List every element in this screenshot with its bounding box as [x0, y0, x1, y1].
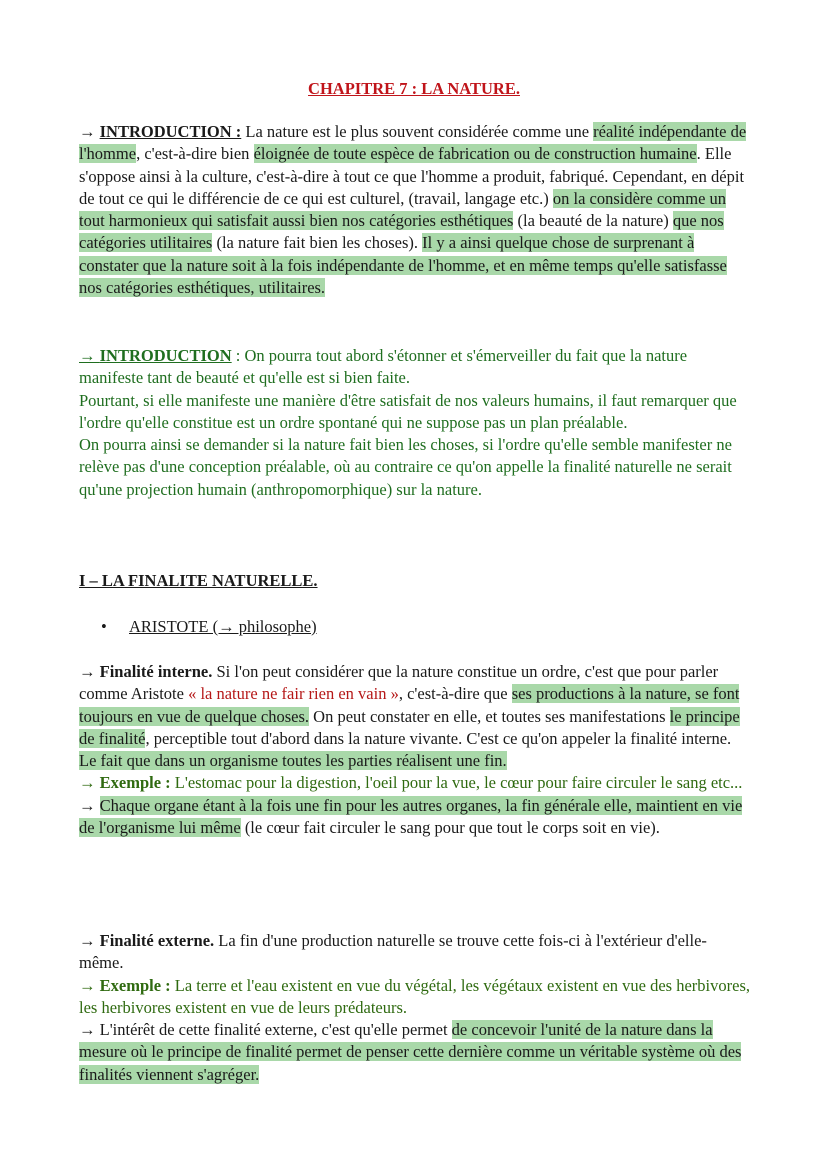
- example-label: → Exemple :: [79, 773, 171, 793]
- introduction-heading-1: INTRODUCTION :: [99, 122, 242, 141]
- highlight: le principe de finalité: [79, 706, 740, 748]
- introduction-heading-2: INTRODUCTION: [99, 346, 232, 365]
- highlight: ses productions à la nature, se font toujours en vue de quelque choses.: [79, 684, 740, 726]
- chapter-title: CHAPITRE 7 : LA NATURE.: [308, 79, 520, 98]
- highlight: éloignée de toute espèce de fabrication ou de construction humaine: [253, 144, 697, 164]
- bullet-dot: •: [101, 617, 107, 636]
- highlight: on la considère comme un tout harmonieux qui satisfait aussi bien nos catégories esthétiques: [79, 188, 727, 231]
- finalite-interne-heading: Finalité interne.: [99, 662, 213, 681]
- bullet-text: ARISTOTE (→ philosophe): [129, 617, 317, 636]
- finalite-externe-heading: Finalité externe.: [99, 931, 215, 950]
- highlight: réalité indépendante de l'homme: [79, 122, 747, 164]
- bullet-item: [101, 616, 317, 638]
- highlight: Le fait que dans un organisme toutes les parties réalisent une fin.: [79, 751, 507, 771]
- example-label: → Exemple :: [79, 975, 171, 995]
- example-line: → Exemple : La terre et l'eau existent en vue du végétal, les végétaux existent en vue des herbivores, les herbivores existent en vue de leurs prédateurs.: [79, 975, 750, 1017]
- intro2-paragraph: Pourtant, si elle manifeste une manière d'être satisfait de nos valeurs humains, il faut remarquer que l'ordre qu'elle constitue est un ordre spontané qui ne suppose pas un plan préalable.: [79, 390, 737, 432]
- intro2-paragraph: On pourra ainsi se demander si la nature fait bien les choses, si l'ordre qu'elle semble manifester ne relève pas d'une conception préalable, où au contraire ce qu'on appelle la finalité naturelle ne serait qu'une projection humain (anthropomorphique) sur la nature.: [79, 435, 732, 499]
- example-line: → Exemple : L'estomac pour la digestion, l'oeil pour la vue, le cœur pour faire circuler le sang etc...: [79, 773, 743, 793]
- finalite-externe-paragraph: → Finalité externe. La fin d'une production naturelle se trouve cette fois-ci à l'extérieur d'elle-même. → Exemple : La terre et l'eau existent en vue du végétal, les végétaux existent en vue des herbivores, les herbivores existent en vue de leurs prédateurs. → L'intérêt de cette finalité externe, c'est qu'elle permet de concevoir l'unité de la nature dans la mesure où le principe de finalité permet de penser cette dernière comme un véritable système où des finalités viennent s'agréger.: [79, 931, 750, 1084]
- section-heading: I – LA FINALITE NATURELLE.: [79, 571, 318, 590]
- highlight: Il y a ainsi quelque chose de surprenant à constater que la nature soit à la fois indépendante de l'homme, et en même temps qu'elle satisfasse nos catégories esthétiques, utilitaires.: [79, 233, 727, 298]
- introduction-paragraph-1: → INTRODUCTION : La nature est le plus souvent considérée comme une réalité indépendante de l'homme, c'est-à-dire bien éloignée de toute espèce de fabrication ou de construction humaine. Elle s'oppose ainsi à la culture, c'est-à-dire à tout ce que l'homme a produit, fabriqué. Cependant, en dépit de tout ce qui le différencie de ce qui est culturel, (travail, langage etc.) on la considère comme un tout harmonieux qui satisfait aussi bien nos catégories esthétiques (la beauté de la nature) que nos catégories utilitaires (la nature fait bien les choses). Il y a ainsi quelque chose de surprenant à constater que la nature soit à la fois indépendante de l'homme, et en même temps qu'elle satisfasse nos catégories esthétiques, utilitaires.: [79, 122, 747, 298]
- finalite-interne-paragraph: → Finalité interne. Si l'on peut considérer que la nature constitue un ordre, c'est que pour parler comme Aristote « la nature ne fair rien en vain », c'est-à-dire que ses productions à la nature, se font toujours en vue de quelque choses. On peut constater en elle, et toutes ses manifestations le principe de finalité, perceptible tout d'abord dans la nature vivante. C'est ce qu'on appeler la finalité interne. Le fait que dans un organisme toutes les parties réalisent une fin. → Exemple : L'estomac pour la digestion, l'oeil pour la vue, le cœur pour faire circuler le sang etc... → Chaque organe étant à la fois une fin pour les autres organes, la fin générale elle, maintient en vie de l'organisme lui même (le cœur fait circuler le sang pour que tout le corps soit en vie).: [79, 661, 751, 839]
- aristote-quote: « la nature ne fair rien en vain »: [188, 684, 399, 704]
- highlight: de concevoir l'unité de la nature dans la mesure où le principe de finalité permet de penser cette dernière comme un véritable système où des finalités viennent s'agréger.: [79, 1020, 742, 1084]
- introduction-paragraph-2: → INTRODUCTION : On pourra tout abord s'étonner et s'émerveiller du fait que la nature manifeste tant de beauté et qu'elle est si bien faite. Pourtant, si elle manifeste une manière d'être satisfait de nos valeurs humains, il faut remarquer que l'ordre qu'elle constitue est un ordre spontané qui ne suppose pas un plan préalable. On pourra ainsi se demander si la nature fait bien les choses, si l'ordre qu'elle semble manifester ne relève pas d'une conception préalable, où au contraire ce qu'on appelle la finalité naturelle ne serait qu'une projection humain (anthropomorphique) sur la nature.: [79, 345, 751, 501]
- highlight: que nos catégories utilitaires: [79, 211, 724, 253]
- highlight: Chaque organe étant à la fois une fin pour les autres organes, la fin générale elle, maintient en vie de l'organisme lui même: [79, 795, 743, 838]
